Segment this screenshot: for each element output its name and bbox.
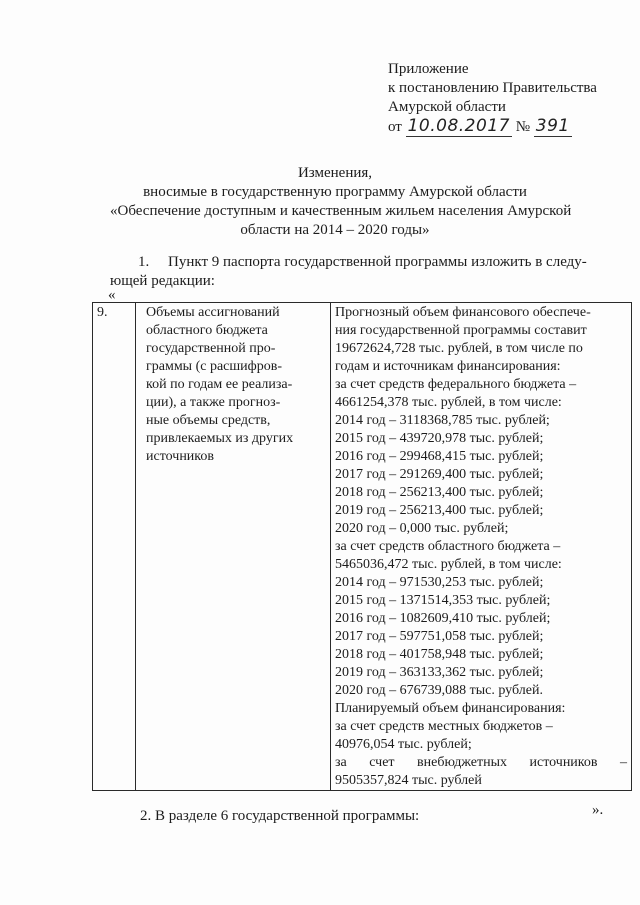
value-line: 2015 год – 1371514,353 тыс. рублей; <box>335 593 551 608</box>
paragraph-1-number: 1. <box>138 254 150 270</box>
paragraph-2: 2. В разделе 6 государственной программы: <box>140 808 420 824</box>
label-line: областного бюджета <box>146 323 268 338</box>
value-line: 2020 год – 676739,088 тыс. рублей. <box>335 683 543 698</box>
appendix-date-line <box>388 117 597 137</box>
table-row <box>93 303 632 791</box>
justified-word: счет <box>369 755 395 770</box>
justified-word: источников <box>529 755 598 770</box>
row-value-lines <box>335 304 627 754</box>
label-line: ции), а также прогноз- <box>146 395 281 410</box>
appendix-line-3: Амурской области <box>388 99 506 115</box>
appendix-line-2: к постановлению Правительства <box>388 80 597 96</box>
paragraph-1-text-1: Пункт 9 паспорта государственной программы изложить в следу- <box>168 254 587 270</box>
value-line: 2014 год – 3118368,785 тыс. рублей; <box>335 413 550 428</box>
funding-table <box>92 302 632 791</box>
value-final-line: 9505357,824 тыс. рублей <box>335 773 482 788</box>
value-line: 19672624,728 тыс. рублей, в том числе по <box>335 341 583 356</box>
label-line: ные объемы средств, <box>146 413 271 428</box>
handwritten-number: 391 <box>535 116 570 136</box>
value-line: Планируемый объем финансирования: <box>335 701 566 716</box>
appendix-header <box>388 60 597 137</box>
value-line: 2016 год – 299468,415 тыс. рублей; <box>335 449 544 464</box>
value-line: 2014 год – 971530,253 тыс. рублей; <box>335 575 544 590</box>
justified-line <box>335 754 627 772</box>
label-line: граммы (с расшифров- <box>146 359 283 374</box>
value-line: за счет средств федерального бюджета – <box>335 377 577 392</box>
label-line: источников <box>146 449 215 464</box>
value-line: 4661254,378 тыс. рублей, в том числе: <box>335 395 562 410</box>
number-prefix: № <box>515 119 531 135</box>
value-line: Прогнозный объем финансового обеспече- <box>335 305 591 320</box>
date-prefix: от <box>388 119 402 135</box>
paragraph-1-line-2: ющей редакции: <box>110 273 215 289</box>
value-line: 40976,054 тыс. рублей; <box>335 737 472 752</box>
value-line: за счет средств местных бюджетов – <box>335 719 553 734</box>
handwritten-date: 10.08.2017 <box>407 116 510 136</box>
label-line: Объемы ассигнований <box>146 305 280 320</box>
title-line-1: Изменения, <box>297 165 373 181</box>
justified-word: за <box>335 755 347 770</box>
value-line: 2019 год – 256213,400 тыс. рублей; <box>335 503 544 518</box>
document-title <box>110 164 572 240</box>
label-line: привлекаемых из других <box>146 431 294 446</box>
value-line: 2016 год – 1082609,410 тыс. рублей; <box>335 611 551 626</box>
label-line: государственной про- <box>146 341 276 356</box>
close-quote: ». <box>592 802 604 818</box>
value-line: 2018 год – 401758,948 тыс. рублей; <box>335 647 544 662</box>
row-number-cell: 9. <box>93 303 136 791</box>
value-line: 2017 год – 597751,058 тыс. рублей; <box>335 629 544 644</box>
value-line: ния государственной программы составит <box>335 323 587 338</box>
row-label-lines <box>146 304 324 466</box>
justified-word: внебюджетных <box>417 755 508 770</box>
row-label-cell <box>136 303 331 791</box>
justified-word: – <box>619 755 627 770</box>
open-quote: « <box>108 287 116 303</box>
title-line-2: вносимые в государственную программу Амурской области <box>143 184 527 200</box>
value-line: 2017 год – 291269,400 тыс. рублей; <box>335 467 544 482</box>
value-line: 2018 год – 256213,400 тыс. рублей; <box>335 485 544 500</box>
value-line: за счет средств областного бюджета – <box>335 539 561 554</box>
paragraph-1 <box>110 253 608 291</box>
row-value-cell <box>331 303 632 791</box>
value-line: 2019 год – 363133,362 тыс. рублей; <box>335 665 544 680</box>
appendix-line-1: Приложение <box>388 61 469 77</box>
paragraph-1-line-1 <box>110 253 608 272</box>
title-line-4: области на 2014 – 2020 годы» <box>240 222 430 238</box>
value-line: годам и источникам финансирования: <box>335 359 561 374</box>
title-line-3: «Обеспечение доступным и качественным жильем населения Амурской <box>110 203 572 219</box>
value-line: 2015 год – 439720,978 тыс. рублей; <box>335 431 544 446</box>
value-line: 2020 год – 0,000 тыс. рублей; <box>335 521 509 536</box>
value-line: 5465036,472 тыс. рублей, в том числе: <box>335 557 562 572</box>
label-line: кой по годам ее реализа- <box>146 377 293 392</box>
